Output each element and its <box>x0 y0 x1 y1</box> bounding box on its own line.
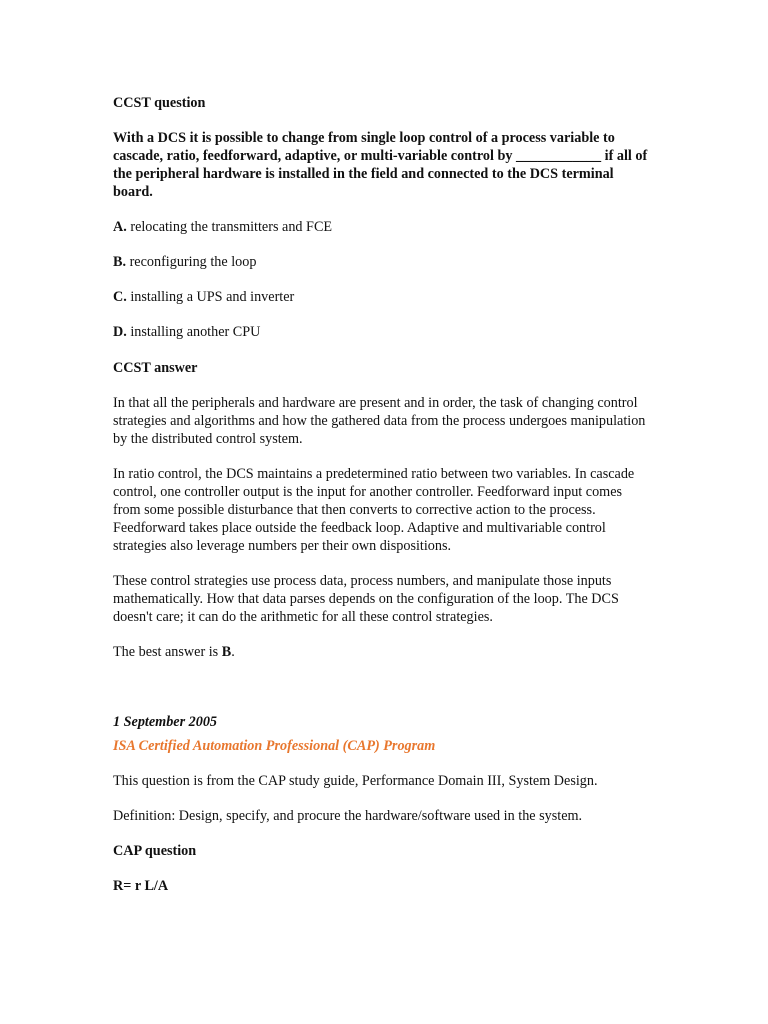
option-c-text: installing a UPS and inverter <box>126 289 295 305</box>
document-page <box>113 94 653 895</box>
ccst-answer-heading: CCST answer <box>113 360 198 376</box>
best-answer-prefix: The best answer is <box>113 644 222 660</box>
option-b-text: reconfiguring the loop <box>126 254 257 270</box>
option-b <box>113 253 653 271</box>
source-line: This question is from the CAP study guide, Performance Domain III, System Design. <box>113 773 598 789</box>
formula: R= r L/A <box>113 878 169 894</box>
best-answer-letter: B <box>221 644 232 660</box>
option-a-letter: A. <box>113 219 127 235</box>
best-answer-suffix: . <box>231 644 235 660</box>
ccst-question-text: With a DCS it is possible to change from single loop control of a process variable to cascade, ratio, feedforward, adaptive, or multi-variable control by ____________ if all of the peripheral hardware is installed in the field and connected to the DCS terminal board. <box>113 130 648 200</box>
program-title: ISA Certified Automation Professional (CAP) Program <box>113 738 436 754</box>
option-a <box>113 218 653 236</box>
article-date: 1 September 2005 <box>113 714 218 730</box>
option-d-letter: D. <box>113 324 127 340</box>
option-d <box>113 323 653 341</box>
option-c <box>113 288 653 306</box>
option-d-text: installing another CPU <box>126 324 261 340</box>
definition-line: Definition: Design, specify, and procure the hardware/software used in the system. <box>113 808 583 824</box>
best-answer-line <box>113 643 653 661</box>
cap-question-heading: CAP question <box>113 843 197 859</box>
ccst-question-heading: CCST question <box>113 95 206 111</box>
option-a-text: relocating the transmitters and FCE <box>126 219 333 235</box>
answer-paragraph: These control strategies use process data, process numbers, and manipulate those inputs mathematically. How that data parses depends on the configuration of the loop. The DCS doesn't care; it can do the arithmetic for all these control strategies. <box>113 573 619 625</box>
answer-paragraph: In that all the peripherals and hardware are present and in order, the task of changing control strategies and algorithms and how the gathered data from the process undergoes manipulation by the distributed control system. <box>113 395 646 447</box>
option-c-letter: C. <box>113 289 127 305</box>
option-b-letter: B. <box>113 254 127 270</box>
answer-paragraph: In ratio control, the DCS maintains a predetermined ratio between two variables. In cascade control, one controller output is the input for another controller. Feedforward input comes from some possible disturbance that then converts to corrective action to the process. Feedforward takes place outside the feedback loop. Adaptive and multivariable control strategies also leverage numbers per their own dispositions. <box>113 466 635 554</box>
